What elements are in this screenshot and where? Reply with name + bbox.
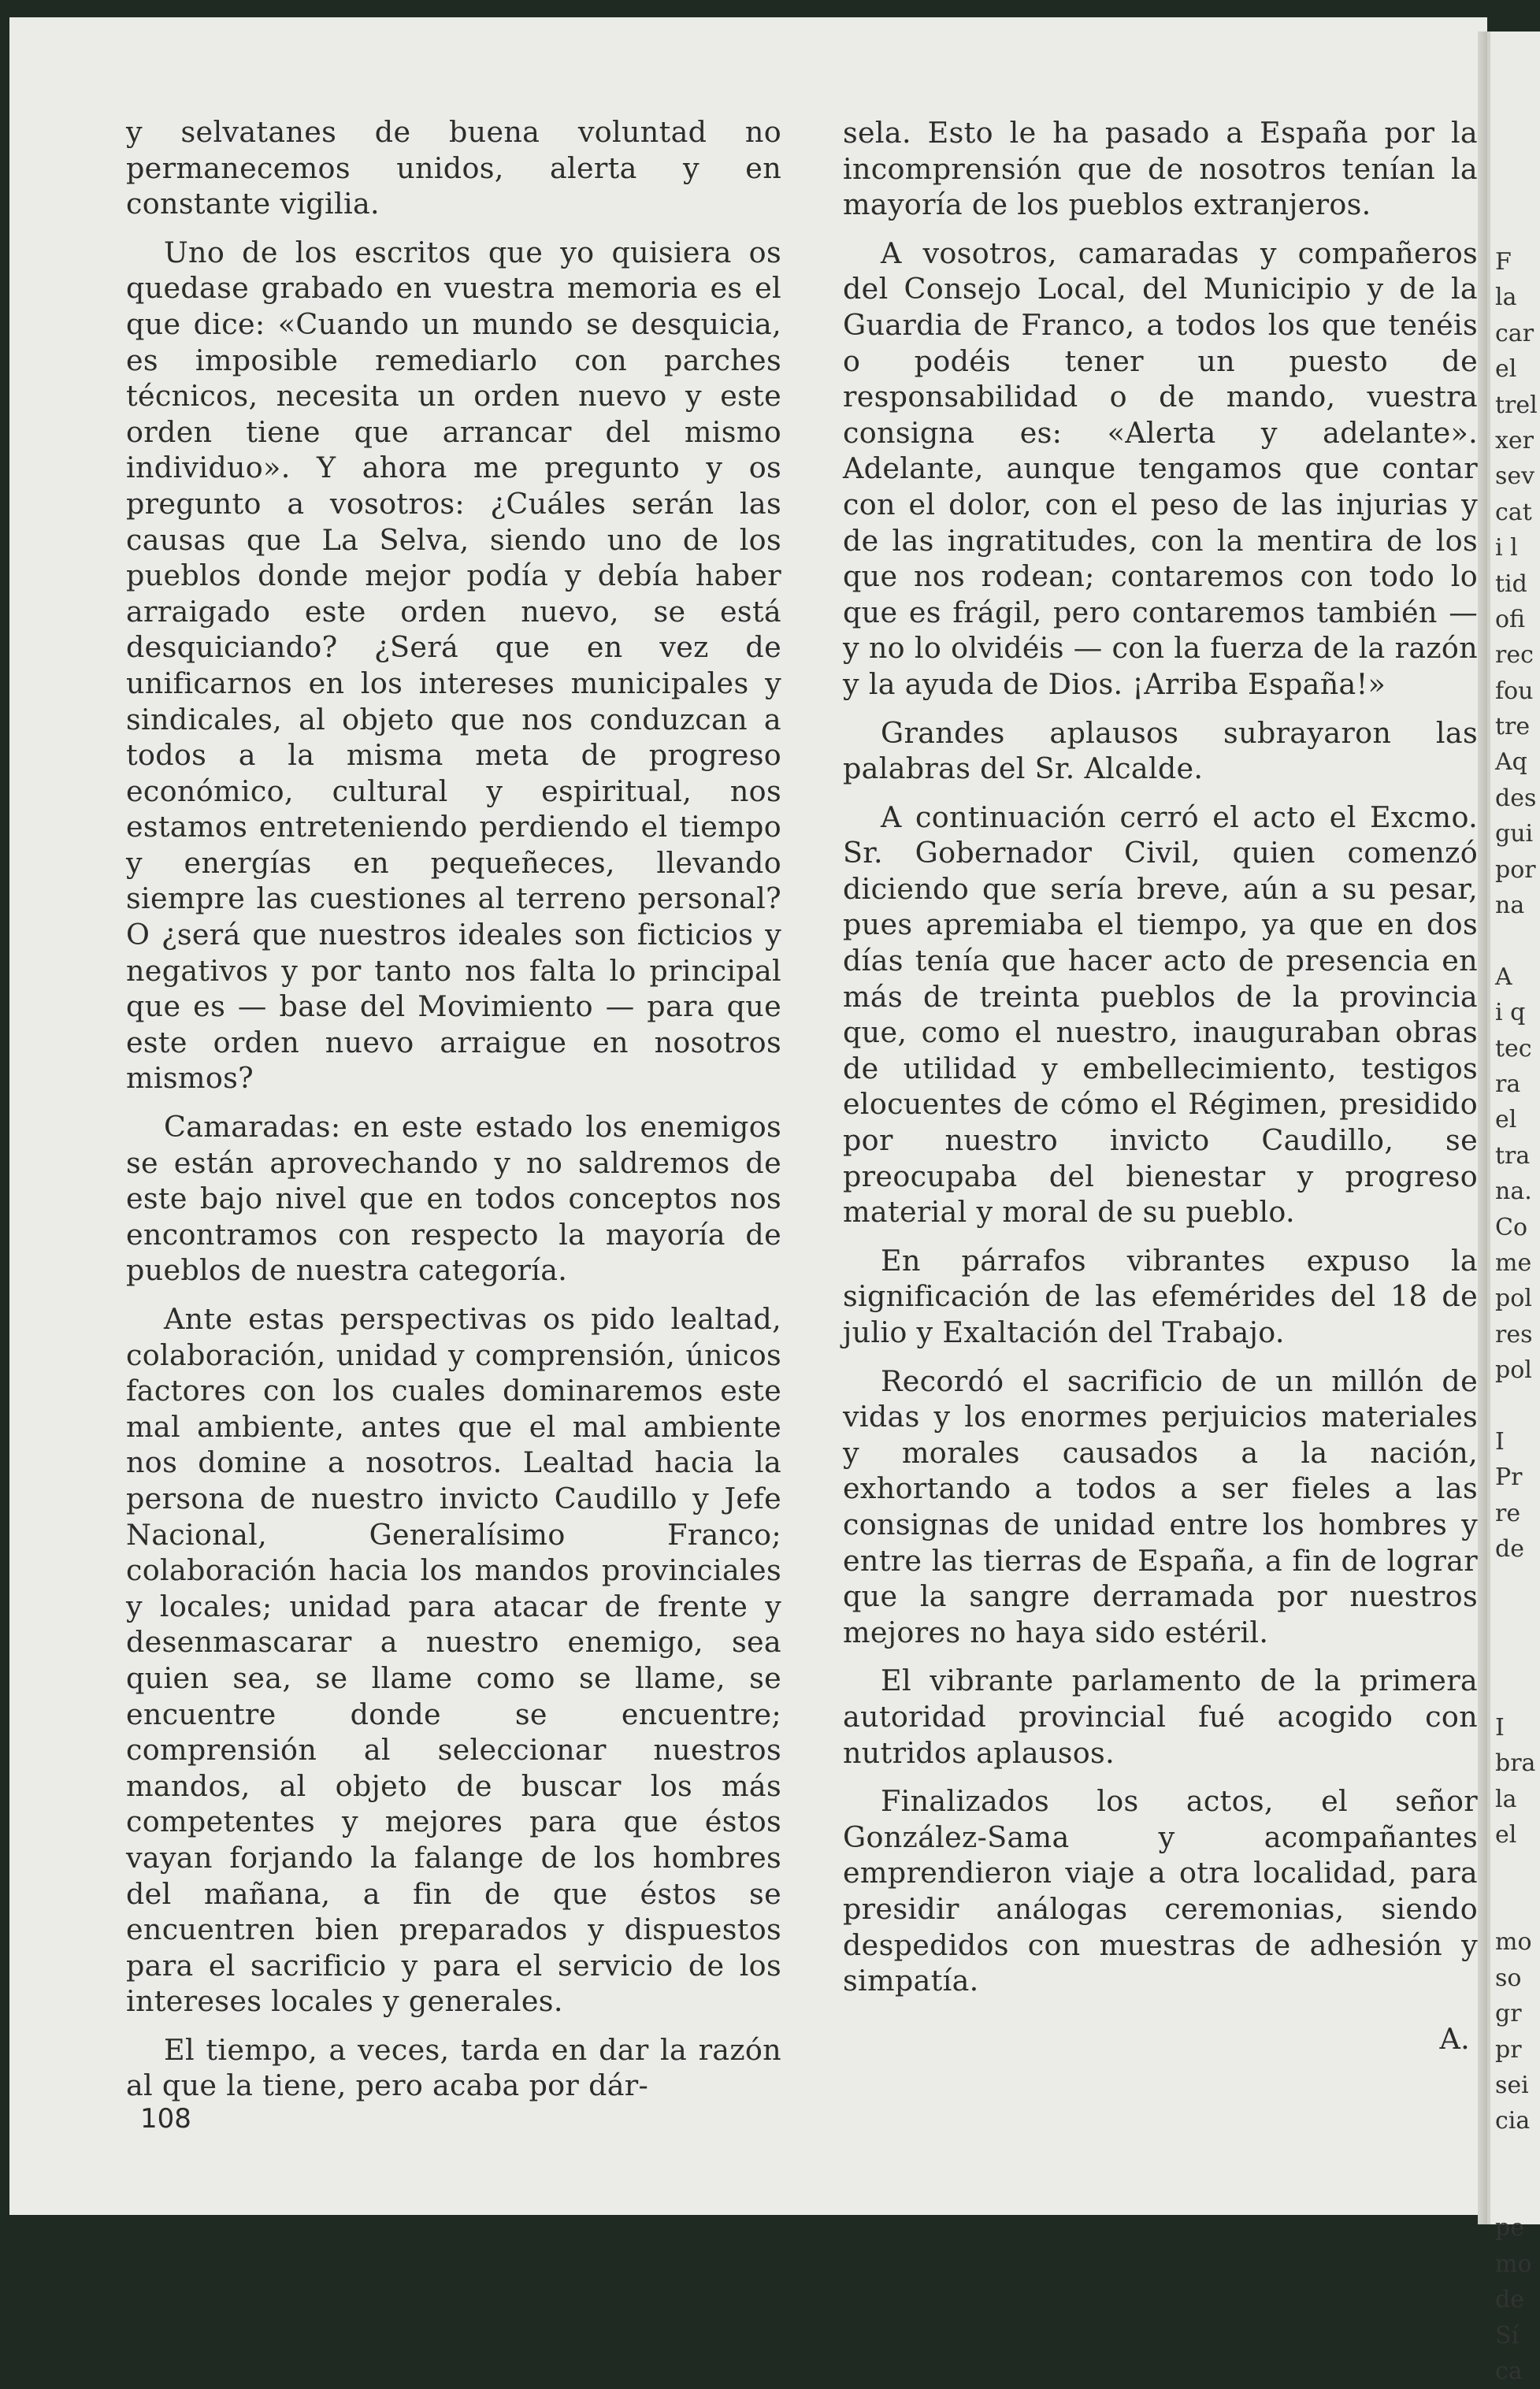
fragment-line: de xyxy=(1495,2286,1524,2314)
fragment-line xyxy=(1495,1889,1538,1924)
fragment-line: i q xyxy=(1495,999,1526,1027)
fragment-line: ra xyxy=(1495,1070,1521,1098)
fragment-line xyxy=(1495,1853,1538,1889)
fragment-line: mo xyxy=(1495,1928,1532,1957)
fragment-line: tec xyxy=(1495,1034,1532,1063)
fragment-line: i l xyxy=(1495,534,1518,562)
fragment-line: des xyxy=(1495,784,1537,812)
fragment-line xyxy=(1495,2139,1538,2175)
fragment-line xyxy=(1495,1675,1538,1710)
fragment-line: ca xyxy=(1495,2357,1523,2386)
fragment-line: Co xyxy=(1495,1213,1528,1241)
fragment-line: cia xyxy=(1495,2107,1531,2135)
fragment-line: A xyxy=(1495,963,1512,991)
fragment-line: na. xyxy=(1495,1178,1532,1206)
left-column xyxy=(126,114,781,2116)
fragment-line: trel xyxy=(1495,391,1538,419)
fragment-line: el xyxy=(1495,1106,1517,1134)
paragraph: sela. Esto le ha pasado a España por la incomprensión que de nosotros tenían la mayoría de los pueblos extranjeros. xyxy=(843,116,1478,222)
paragraph: A continuación cerró el acto el Excmo. Sr. Gobernador Civil, quien comenzó diciendo que sería breve, aún a su pesar, pues apremiaba el tiempo, ya que en dos días tenía que hacer acto de presencia en más de treinta pueblos de la provincia que, como el nuestro, inauguraban obras de utilidad y embellecimiento, testigos elocuentes de cómo el Régimen, presidido por nuestro invicto Caudillo, se preocupaba del bienestar y progreso material y moral de su pueblo. xyxy=(843,799,1478,1230)
fragment-line: ofi xyxy=(1495,605,1526,633)
fragment-line: pe xyxy=(1495,2214,1524,2242)
fragment-line: pol xyxy=(1495,1285,1532,1313)
right-column xyxy=(843,115,1478,2069)
fragment-line: la xyxy=(1495,1785,1517,1813)
author-signature: A. xyxy=(1439,2021,1470,2056)
fragment-line: tre xyxy=(1495,713,1531,741)
fragment-line: tid xyxy=(1495,569,1527,598)
fragment-line: el xyxy=(1495,1821,1517,1849)
adjacent-page-text-fragments xyxy=(1490,244,1538,2389)
paragraph: El tiempo, a veces, tarda en dar la razón al que la tiene, pero acaba por dár- xyxy=(126,2032,781,2103)
fragment-line: so xyxy=(1495,1964,1522,1992)
paragraph: y selvatanes de buena voluntad no permanecemos unidos, alerta y en constante vigilia. xyxy=(126,115,781,221)
paragraph: Grandes aplausos subrayaron las palabras del Sr. Alcalde. xyxy=(843,715,1478,786)
fragment-line xyxy=(1495,923,1538,959)
fragment-line: re xyxy=(1495,1499,1521,1527)
paragraph: Ante estas perspectivas os pido lealtad, colaboración, unidad y comprensión, únicos factores con los cuales dominaremos este mal ambiente, antes que el mal ambiente nos domine a nosotros. Lealtad hacia la persona de nuestro invicto Caudillo y Jefe Nacional, Generalísimo Franco; colaboración hacia los mandos provinciales y locales; unidad para atacar de frente y desenmascarar a nuestro enemigo, sea quien sea, se llame como se llame, se encuentre donde se encuentre; comprensión al seleccionar nuestros mandos, al objeto de buscar los más competentes y mejores para que éstos vayan forjando la falange de los hombres del mañana, a fin de que éstos se encuentren bien preparados y dispuestos para el sacrificio y para el servicio de los intereses locales y generales. xyxy=(126,1302,781,2019)
fragment-line: pol xyxy=(1495,1356,1532,1385)
fragment-line: el xyxy=(1495,355,1517,384)
fragment-line: I xyxy=(1495,1427,1505,1456)
paragraph: Recordó el sacrificio de un millón de vidas y los enormes perjuicios materiales y morales causados a la nación, exhortando a todos a ser fieles a las consignas de unidad entre los hombres y entre las tierras de España, a fin de lograr que la sangre derramada por nuestros mejores no haya sido estéril. xyxy=(843,1363,1478,1649)
paragraph: Camaradas: en este estado los enemigos se están aprovechando y no saldremos de este bajo nivel que en todos conceptos nos encontramos con respecto la mayoría de pueblos de nuestra categoría. xyxy=(126,1110,781,1288)
fragment-line xyxy=(1495,1638,1538,1674)
fragment-line xyxy=(1495,1603,1538,1638)
fragment-line: Pr xyxy=(1495,1463,1523,1492)
fragment-line xyxy=(1495,1567,1538,1602)
fragment-line: bra xyxy=(1495,1749,1536,1778)
fragment-line: rec xyxy=(1495,641,1534,670)
fragment-line: mo xyxy=(1495,2250,1532,2278)
fragment-line: la xyxy=(1495,284,1517,312)
fragment-line: por xyxy=(1495,855,1536,884)
fragment-line: car xyxy=(1495,319,1534,347)
fragment-line: sei xyxy=(1495,2071,1529,2099)
fragment-line: Aq xyxy=(1495,748,1527,777)
paragraph: A vosotros, camaradas y compañeros del Consejo Local, del Municipio y de la Guardia de Franco, a todos los que tenéis o podéis tener un puesto de responsabilidad o de mando, vuestra consigna es: «Alerta y adelante». Adelante, aunque tengamos que contar con el dolor, con el peso de las injurias y de las ingratitudes, con la mentira de los que nos rodean; contaremos con todo lo que es frágil, pero contaremos también — y no lo olvidéis — con la fuerza de la razón y la ayuda de Dios. ¡Arriba España!» xyxy=(843,236,1478,701)
paragraph: El vibrante parlamento de la primera autoridad provincial fué acogido con nutridos aplausos. xyxy=(843,1664,1478,1770)
fragment-line xyxy=(1495,1389,1538,1424)
fragment-line: fou xyxy=(1495,677,1534,705)
paragraph: En párrafos vibrantes expuso la significación de las efemérides del 18 de julio y Exaltación del Trabajo. xyxy=(843,1243,1478,1349)
fragment-line: na xyxy=(1495,892,1525,920)
fragment-line: I xyxy=(1495,1714,1505,1742)
fragment-line: tra xyxy=(1495,1141,1531,1170)
fragment-line: res xyxy=(1495,1320,1533,1348)
adjacent-page-edge xyxy=(1487,32,1540,2386)
fragment-line: pr xyxy=(1495,2035,1522,2064)
fragment-line: de xyxy=(1495,1535,1524,1564)
paragraph: Finalizados los actos, el señor González-Sama y acompañantes emprendieron viaje a otra localidad, para presidir análogas ceremonias, siendo despedidos con muestras de adhesión y simpatía. xyxy=(843,1784,1478,1998)
fragment-line: Sí xyxy=(1495,2321,1520,2350)
fragment-line: xer xyxy=(1495,426,1534,454)
fragment-line: gr xyxy=(1495,2000,1522,2028)
fragment-line: me xyxy=(1495,1248,1532,1277)
paragraph: Uno de los escritos que yo quisiera os quedase grabado en vuestra memoria es el que dice: «Cuando un mundo se desquicia, es imposible remediarlo con parches técnicos, necesita un orden nuevo y este orden tiene que arrancar del mismo individuo». Y ahora me pregunto y os pregunto a vosotros: ¿Cuáles serán las causas que La Selva, siendo uno de los pueblos donde mejor podía y debía haber arraigado este orden nuevo, se está desquiciando? ¿Será que en vez de unificarnos en los intereses municipales y sindicales, al objeto que nos conduzcan a todos a la misma meta de progreso económico, cultural y espiritual, nos estamos entreteniendo perdiendo el tiempo y energías en pequeñeces, llevando siempre las cuestiones al terreno personal? O ¿será que nuestros ideales son ficticios y negativos y por tanto nos falta lo principal que es — base del Movimiento — para que este orden nuevo arraigue en nosotros mismos? xyxy=(126,235,781,1096)
fragment-line xyxy=(1495,2175,1538,2210)
page-number: 108 xyxy=(140,2103,191,2135)
fragment-line: sev xyxy=(1495,462,1535,491)
fragment-line: gui xyxy=(1495,820,1534,848)
fragment-line: F xyxy=(1495,248,1512,276)
fragment-line: cat xyxy=(1495,498,1532,526)
